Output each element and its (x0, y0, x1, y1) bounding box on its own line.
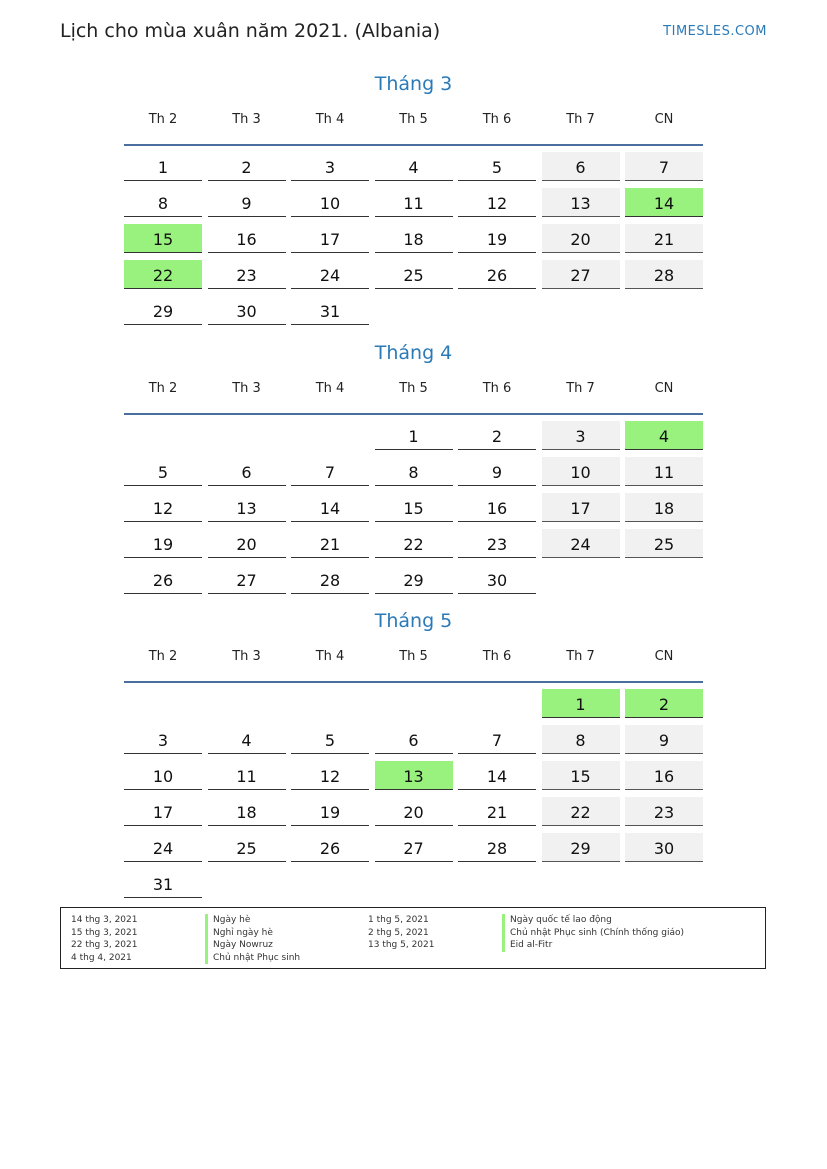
holiday-day-cell: 13 (375, 761, 453, 790)
month-calendar (124, 607, 703, 894)
weekday-label: CN (654, 381, 674, 396)
day-cell: 16 (625, 761, 703, 790)
day-cell: 15 (375, 493, 453, 522)
weekday-label: Th 4 (315, 381, 345, 396)
weekday-label: Th 2 (148, 381, 178, 396)
weekday-label: Th 7 (566, 649, 595, 664)
day-cell: 17 (291, 224, 369, 253)
day-cell: 14 (291, 493, 369, 522)
day-cell: 3 (124, 725, 202, 754)
legend-dates-right (368, 914, 434, 952)
day-cell: 24 (124, 833, 202, 862)
holiday-day-cell: 1 (542, 689, 620, 718)
day-cell: 27 (375, 833, 453, 862)
day-cell: 20 (208, 529, 286, 558)
day-cell: 25 (208, 833, 286, 862)
day-cell: 15 (542, 761, 620, 790)
month-title: Tháng 3 (374, 73, 453, 95)
day-cell: 9 (625, 725, 703, 754)
day-cell: 21 (625, 224, 703, 253)
day-cell: 12 (291, 761, 369, 790)
day-cell: 3 (291, 152, 369, 181)
page-title: Lịch cho mùa xuân năm 2021. (Albania) (60, 20, 441, 42)
weekday-label: Th 3 (232, 381, 261, 396)
weekday-label: Th 4 (315, 649, 345, 664)
day-cell: 7 (625, 152, 703, 181)
day-cell: 3 (542, 421, 620, 450)
day-cell: 8 (375, 457, 453, 486)
legend-names-right (502, 914, 684, 952)
weekday-label: Th 3 (232, 649, 261, 664)
weekday-header (124, 98, 703, 146)
day-cell: 30 (208, 296, 286, 325)
weekday-header (124, 367, 703, 415)
day-cell: 26 (291, 833, 369, 862)
holiday-legend (60, 907, 766, 969)
day-cell: 11 (375, 188, 453, 217)
day-cell: 23 (625, 797, 703, 826)
legend-names-left (205, 914, 300, 964)
day-cell: 26 (458, 260, 536, 289)
day-cell: 12 (124, 493, 202, 522)
day-cell: 23 (208, 260, 286, 289)
day-cell: 22 (542, 797, 620, 826)
day-cell: 18 (375, 224, 453, 253)
day-cell: 30 (458, 565, 536, 594)
weekday-label: Th 3 (232, 112, 261, 127)
day-cell: 9 (458, 457, 536, 486)
legend-holiday-name: Nghỉ ngày hè (205, 927, 300, 940)
day-cell: 24 (291, 260, 369, 289)
legend-date: 15 thg 3, 2021 (71, 927, 138, 938)
day-cell: 8 (542, 725, 620, 754)
weekday-header (124, 635, 703, 683)
weekday-label: Th 2 (148, 649, 178, 664)
day-cell: 7 (291, 457, 369, 486)
day-cell: 20 (375, 797, 453, 826)
day-cell: 25 (625, 529, 703, 558)
weekday-label: Th 5 (399, 112, 428, 127)
day-cell: 31 (124, 869, 202, 898)
day-cell: 27 (208, 565, 286, 594)
holiday-day-cell: 4 (625, 421, 703, 450)
month-calendar (124, 339, 703, 590)
day-cell: 24 (542, 529, 620, 558)
day-cell: 19 (458, 224, 536, 253)
day-cell: 30 (625, 833, 703, 862)
day-cell: 4 (375, 152, 453, 181)
legend-date: 22 thg 3, 2021 (71, 940, 138, 951)
weekday-label: Th 7 (566, 112, 595, 127)
weekday-label: Th 6 (482, 381, 512, 396)
day-cell: 4 (208, 725, 286, 754)
day-cell: 28 (625, 260, 703, 289)
day-cell: 14 (458, 761, 536, 790)
day-cell: 21 (291, 529, 369, 558)
day-cell: 19 (124, 529, 202, 558)
day-cell: 28 (458, 833, 536, 862)
legend-holiday-name: Ngày quốc tế lao động (502, 914, 684, 927)
day-cell: 13 (542, 188, 620, 217)
day-cell: 5 (291, 725, 369, 754)
legend-holiday-name: Ngày hè (205, 914, 300, 927)
day-cell: 10 (542, 457, 620, 486)
legend-date: 2 thg 5, 2021 (368, 927, 429, 938)
day-cell: 22 (375, 529, 453, 558)
day-cell: 19 (291, 797, 369, 826)
holiday-day-cell: 2 (625, 689, 703, 718)
legend-holiday-name: Eid al-Fitr (502, 939, 684, 952)
day-cell: 25 (375, 260, 453, 289)
weekday-label: CN (654, 112, 674, 127)
day-cell: 16 (208, 224, 286, 253)
day-cell: 12 (458, 188, 536, 217)
day-cell: 17 (542, 493, 620, 522)
month-calendar (124, 70, 703, 321)
day-cell: 29 (375, 565, 453, 594)
day-cell: 18 (208, 797, 286, 826)
day-cell: 6 (542, 152, 620, 181)
month-title: Tháng 5 (374, 610, 453, 632)
day-cell: 27 (542, 260, 620, 289)
legend-holiday-name: Chủ nhật Phục sinh (Chính thống giáo) (502, 927, 684, 940)
day-cell: 11 (625, 457, 703, 486)
month-title: Tháng 4 (374, 342, 453, 364)
day-cell: 16 (458, 493, 536, 522)
day-cell: 10 (124, 761, 202, 790)
day-cell: 11 (208, 761, 286, 790)
holiday-day-cell: 22 (124, 260, 202, 289)
weekday-label: Th 5 (399, 649, 428, 664)
day-cell: 20 (542, 224, 620, 253)
day-cell: 1 (375, 421, 453, 450)
weekday-label: Th 4 (315, 112, 345, 127)
weekday-label: CN (654, 649, 674, 664)
day-cell: 29 (124, 296, 202, 325)
legend-holiday-name: Ngày Nowruz (205, 939, 300, 952)
day-cell: 18 (625, 493, 703, 522)
day-cell: 10 (291, 188, 369, 217)
day-cell: 6 (375, 725, 453, 754)
day-cell: 13 (208, 493, 286, 522)
weekday-label: Th 6 (482, 649, 512, 664)
day-cell: 31 (291, 296, 369, 325)
day-cell: 6 (208, 457, 286, 486)
legend-date: 14 thg 3, 2021 (71, 915, 138, 925)
weekday-label: Th 2 (148, 112, 178, 127)
day-cell: 28 (291, 565, 369, 594)
day-cell: 17 (124, 797, 202, 826)
day-cell: 7 (458, 725, 536, 754)
day-cell: 9 (208, 188, 286, 217)
legend-date: 4 thg 4, 2021 (71, 952, 132, 963)
holiday-day-cell: 15 (124, 224, 202, 253)
day-cell: 1 (124, 152, 202, 181)
weekday-label: Th 5 (399, 381, 428, 396)
day-cell: 5 (124, 457, 202, 486)
day-cell: 5 (458, 152, 536, 181)
weekday-label: Th 7 (566, 381, 595, 396)
weekday-label: Th 6 (482, 112, 512, 127)
day-cell: 8 (124, 188, 202, 217)
legend-holiday-name: Chủ nhật Phục sinh (205, 952, 300, 965)
legend-date: 13 thg 5, 2021 (368, 940, 435, 951)
brand-link[interactable]: TIMESLES.COM (663, 24, 767, 39)
day-cell: 29 (542, 833, 620, 862)
day-cell: 2 (458, 421, 536, 450)
day-cell: 23 (458, 529, 536, 558)
legend-dates-left (71, 914, 137, 964)
day-cell: 21 (458, 797, 536, 826)
holiday-day-cell: 14 (625, 188, 703, 217)
legend-date: 1 thg 5, 2021 (368, 915, 429, 925)
day-cell: 2 (208, 152, 286, 181)
day-cell: 26 (124, 565, 202, 594)
